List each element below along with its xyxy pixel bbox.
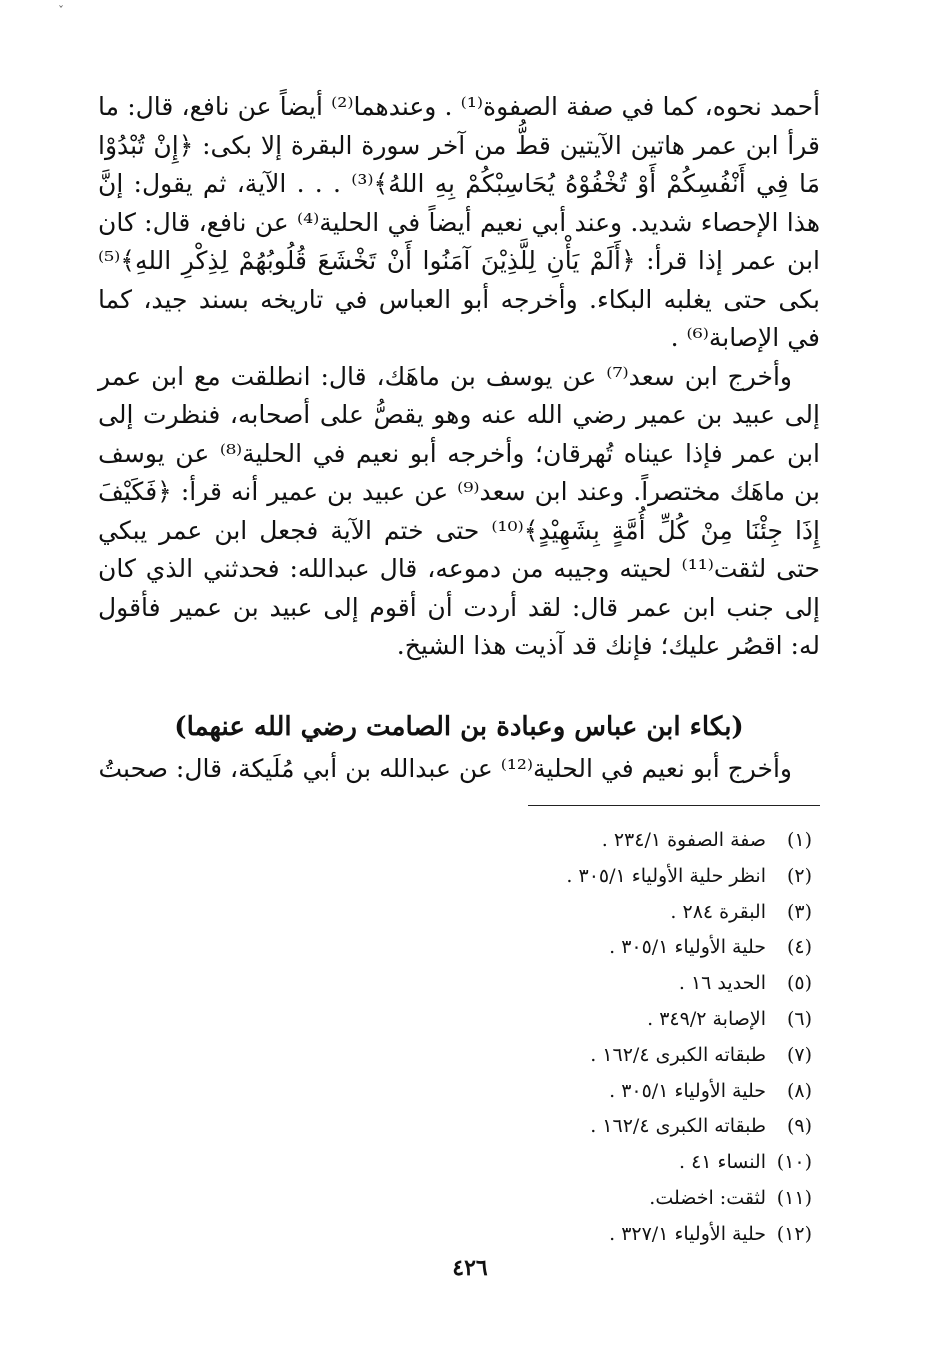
footnote-number: (٨) xyxy=(786,1079,812,1102)
footnote-number: (٩) xyxy=(786,1115,812,1138)
footnote-item xyxy=(252,1109,812,1145)
page-number: ٤٢٦ xyxy=(452,1255,488,1281)
footnote-item xyxy=(252,1145,812,1181)
footnote-item xyxy=(252,1217,812,1253)
footnote-number: (٧) xyxy=(786,1043,812,1066)
footnote-item xyxy=(252,1038,812,1074)
footnote-text: انظر حلية الأولياء ٣٠٥/١ . xyxy=(566,864,766,887)
footnote-item xyxy=(252,895,812,931)
footnote-text: لثقت: اخضلت. xyxy=(649,1186,766,1209)
footnote-text: حلية الأولياء ٣٠٥/١ . xyxy=(609,1079,766,1102)
paragraph-2: وأخرج ابن سعد⁽⁷⁾ عن يوسف بن ماهَك، قال: انطلقت مع ابن عمر إلى عبيد بن عمير رضي الله عنه وهو يقصُّ على أصحابه، فنظرت إلى ابن عمر فإذا عيناه تُهرقان؛ وأخرجه أبو نعيم في الحلية⁽⁸⁾ عن يوسف بن ماهَك مختصراً. وعند ابن سعد⁽⁹⁾ عن عبيد بن عمير أنه قرأ: ﴿فَكَيْفَ إِذَا جِئْنَا مِنْ كُلِّ أُمَّةٍ بِشَهِيْدٍ﴾⁽¹⁰⁾ حتى ختم الآية فجعل ابن عمر يبكي حتى لثقت⁽¹¹⁾ لحيته وجيبه من دموعه، قال عبدالله: فحدثني الذي كان إلى جنب ابن عمر قال: لقد أردت أن أقوم إلى عبيد بن عمير فأقول له: اقصُر عليك؛ فإنك قد آذيت هذا الشيخ. xyxy=(98,361,820,660)
footnote-text: طبقاته الكبرى ١٦٢/٤ . xyxy=(590,1043,766,1066)
footnote-item xyxy=(252,930,812,966)
corner-mark: ˇ xyxy=(58,4,64,18)
footnote-text: حلية الأولياء ٣٢٧/١ . xyxy=(609,1222,766,1245)
footnotes-list xyxy=(252,823,812,1253)
footnote-number: (١١) xyxy=(776,1186,812,1209)
paragraph-3: وأخرج أبو نعيم في الحلية⁽¹²⁾ عن عبدالله بن أبي مُلَيكة، قال: صحبتُ xyxy=(98,754,792,783)
footnote-text: الإصابة ٣٤٩/٢ . xyxy=(647,1007,766,1030)
paragraph-1: أحمد نحوه، كما في صفة الصفوة⁽¹⁾ . وعندهما⁽²⁾ أيضاً عن نافع، قال: ما قرأ ابن عمر هاتين الآيتين قطُّ من آخر سورة البقرة إلا بكى: ﴿إِنْ تُبْدُوْا مَا فِي أَنْفُسِكُمْ أَوْ تُخْفُوْهُ يُحَاسِبْكُمْ بِهِ اللهُ﴾⁽³⁾ . . . الآية، ثم يقول: إنَّ هذا الإحصاء شديد. وعند أبي نعيم أيضاً في الحلية⁽⁴⁾ عن نافع، قال: كان ابن عمر إذا قرأ: ﴿أَلَمْ يَأْنِ لِلَّذِيْنَ آمَنُوا أَنْ تَخْشَعَ قُلُوبُهُمْ لِذِكْرِ اللهِ﴾⁽⁵⁾ بكى حتى يغلبه البكاء. وأخرجه أبو العباس في تاريخه بسند جيد، كما في الإصابة⁽⁶⁾ . xyxy=(98,92,821,352)
footnote-item xyxy=(252,966,812,1002)
footnote-number: (١) xyxy=(786,829,812,851)
section-heading: (بكاء ابن عباس وعبادة بن الصامت رضي الله عنهما) xyxy=(174,712,744,742)
footnote-number: (١٢) xyxy=(776,1222,812,1245)
footnote-text: النساء ٤١ . xyxy=(678,1151,766,1174)
footnote-number: (٣) xyxy=(786,900,812,923)
footnote-separator xyxy=(528,805,820,806)
footnote-number: (٢) xyxy=(786,864,812,887)
footnote-number: (٤) xyxy=(786,936,812,959)
footnote-text: صفة الصفوة ٢٣٤/١ . xyxy=(601,829,766,851)
footnote-text: طبقاته الكبرى ١٦٢/٤ . xyxy=(590,1115,766,1138)
footnote-item xyxy=(252,859,812,895)
footnote-text: الحديد ١٦ . xyxy=(678,972,766,995)
footnote-text: البقرة ٢٨٤ . xyxy=(670,900,766,923)
main-text xyxy=(98,88,820,666)
footnote-number: (١٠) xyxy=(776,1151,812,1174)
footnote-item xyxy=(252,1181,812,1217)
footnote-item xyxy=(252,823,812,859)
footnote-text: حلية الأولياء ٣٠٥/١ . xyxy=(609,936,766,959)
footnote-number: (٥) xyxy=(786,972,812,995)
footnote-number: (٦) xyxy=(786,1007,812,1030)
footnote-item xyxy=(252,1074,812,1110)
footnote-item xyxy=(252,1002,812,1038)
